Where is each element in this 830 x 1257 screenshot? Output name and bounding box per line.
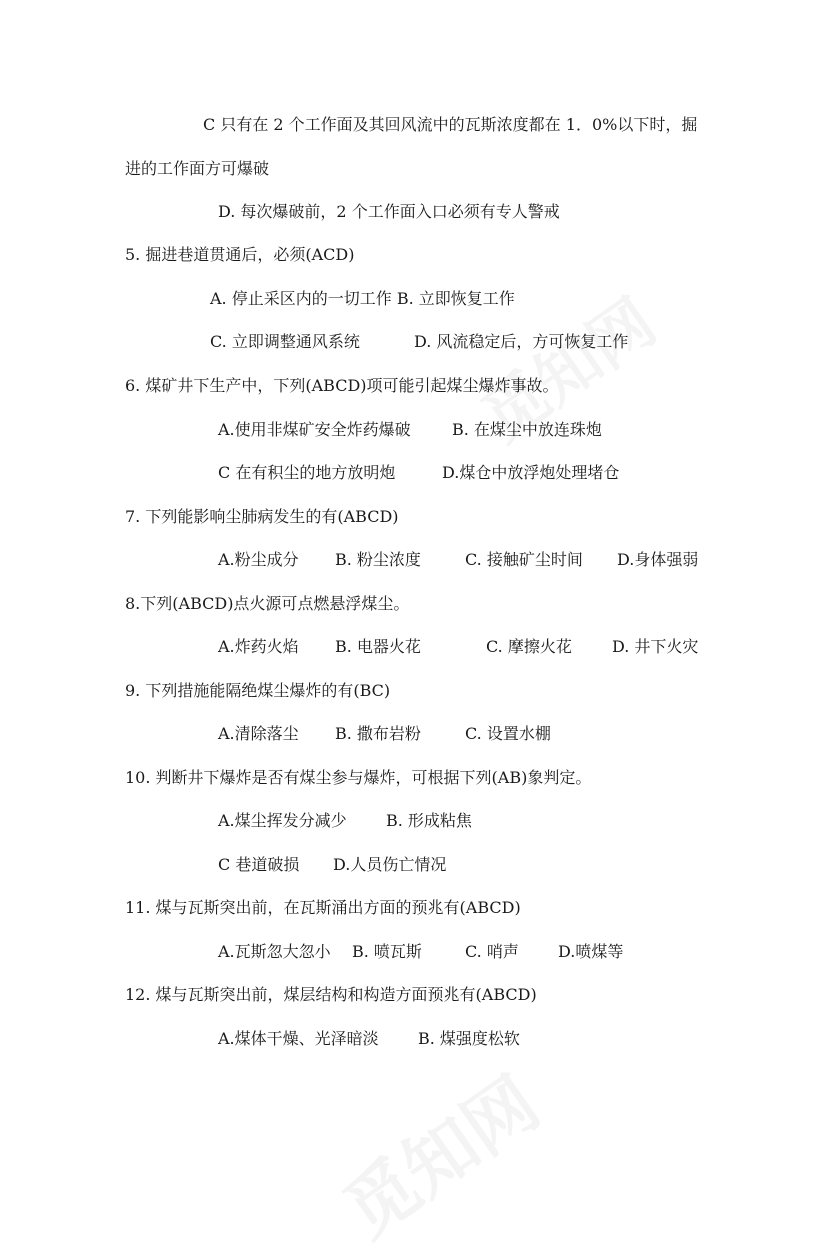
question-8: 8.下列(ABCD)点火源可点燃悬浮煤尘。 — [125, 594, 410, 613]
question-12-option-a: A.煤体干燥、光泽暗淡 — [218, 1029, 379, 1048]
question-10-option-d: D.人员伤亡情况 — [333, 855, 447, 874]
question-10-option-b: B. 形成粘焦 — [386, 811, 472, 830]
option-c-line1: C 只有在 2 个工作面及其回风流中的瓦斯浓度都在 1．0%以下时，掘 — [203, 115, 698, 134]
watermark — [320, 1047, 557, 1256]
question-10-option-c: C 巷道破损 — [218, 855, 300, 874]
question-11-option-a: A.瓦斯忽大忽小 — [218, 942, 331, 961]
question-11-option-d: D.喷煤等 — [558, 942, 624, 961]
question-5-option-c: C. 立即调整通风系统 — [210, 332, 360, 351]
question-6-option-a: A.使用非煤矿安全炸药爆破 — [218, 420, 411, 439]
question-7: 7. 下列能影响尘肺病发生的有(ABCD) — [125, 507, 399, 526]
question-7-option-a: A.粉尘成分 — [218, 550, 299, 569]
question-9: 9. 下列措施能隔绝煤尘爆炸的有(BC) — [125, 681, 391, 700]
question-11-option-b: B. 喷瓦斯 — [352, 942, 422, 961]
question-7-option-b: B. 粉尘浓度 — [335, 550, 421, 569]
question-6-option-d: D.煤仓中放浮炮处理堵仓 — [442, 463, 620, 482]
question-10-option-a: A.煤尘挥发分减少 — [218, 811, 347, 830]
question-6-option-c: C 在有积尘的地方放明炮 — [218, 463, 396, 482]
question-8-option-b: B. 电器火花 — [335, 637, 421, 656]
question-9-option-a: A.清除落尘 — [218, 724, 299, 743]
question-6-option-b: B. 在煤尘中放连珠炮 — [452, 420, 602, 439]
question-8-option-d: D. 井下火灾 — [612, 637, 699, 656]
question-9-option-b: B. 撒布岩粉 — [335, 724, 421, 743]
question-10: 10. 判断井下爆炸是否有煤尘参与爆炸，可根据下列(AB)象判定。 — [125, 768, 592, 787]
question-12-option-b: B. 煤强度松软 — [418, 1029, 520, 1048]
question-8-option-a: A.炸药火焰 — [218, 637, 299, 656]
question-6: 6. 煤矿井下生产中，下列(ABCD)项可能引起煤尘爆炸事故。 — [125, 376, 559, 395]
question-11: 11. 煤与瓦斯突出前，在瓦斯涌出方面的预兆有(ABCD) — [125, 898, 521, 917]
question-7-option-d: D.身体强弱 — [617, 550, 699, 569]
question-11-option-c: C. 哨声 — [465, 942, 519, 961]
question-5-option-d: D. 风流稳定后，方可恢复工作 — [414, 332, 629, 351]
question-8-option-c: C. 摩擦火花 — [486, 637, 572, 656]
question-5: 5. 掘进巷道贯通后，必须(ACD) — [125, 245, 355, 264]
question-5-options-row1: A. 停止采区内的一切工作 B. 立即恢复工作 — [210, 289, 515, 308]
option-d: D. 每次爆破前，2 个工作面入口必须有专人警戒 — [218, 202, 560, 221]
question-7-option-c: C. 接触矿尘时间 — [465, 550, 583, 569]
question-12: 12. 煤与瓦斯突出前，煤层结构和构造方面预兆有(ABCD) — [125, 985, 537, 1004]
option-c-line2: 进的工作面方可爆破 — [125, 159, 270, 178]
question-9-option-c: C. 设置水棚 — [465, 724, 551, 743]
